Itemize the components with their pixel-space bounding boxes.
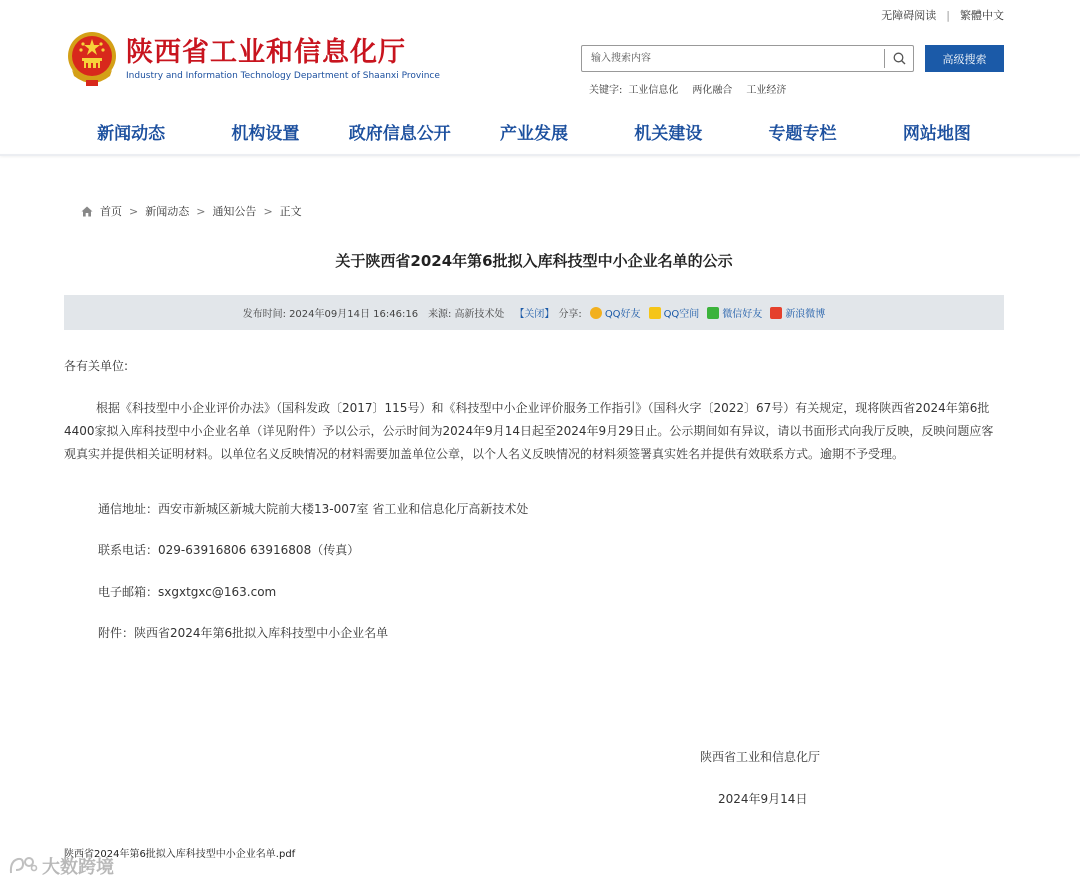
watermark — [8, 853, 114, 879]
share-weibo-label: 新浪微博 — [785, 309, 826, 320]
search-keywords — [589, 81, 786, 96]
article-title: 关于陕西省2024年第6批拟入库科技型中小企业名单的公示 — [335, 252, 733, 270]
breadcrumb-notices[interactable]: 通知公告 — [212, 205, 257, 218]
attachment-file-link[interactable]: 陕西省2024年第6批拟入库科技型中小企业名单.pdf — [64, 849, 296, 860]
search-input[interactable] — [582, 46, 884, 71]
signature-date: 2024年9月14日 — [718, 792, 808, 806]
national-emblem-icon — [66, 30, 118, 88]
nav-item-news[interactable]: 新闻动态 — [97, 124, 166, 144]
publish-time: 2024年09月14日 16:46:16 — [289, 309, 419, 320]
site-title-cn: 陕西省工业和信息化厅 — [126, 37, 406, 68]
nav-item-party[interactable]: 机关建设 — [634, 124, 703, 144]
contact-phone: 联系电话：029-63916806 63916808（传真） — [98, 543, 360, 557]
share-wechat[interactable] — [707, 305, 762, 320]
watermark-logo-icon — [8, 855, 38, 877]
attachment-note: 附件：陕西省2024年第6批拟入库科技型中小企业名单 — [98, 626, 389, 640]
share-qq-friend-label: QQ好友 — [604, 309, 641, 320]
breadcrumb-current: 正文 — [279, 205, 302, 218]
breadcrumb-arrow: > — [263, 204, 273, 218]
share-qzone-label: QQ空间 — [663, 309, 700, 320]
site-title-en: Industry and Information Technology Department of Shaanxi Province — [126, 71, 440, 81]
source-label: 来源: — [428, 309, 452, 320]
share-label: 分享: — [558, 309, 582, 320]
search-icon — [893, 52, 906, 65]
share-wechat-label: 微信好友 — [722, 309, 763, 320]
keywords-label: 关键字: — [589, 85, 623, 96]
signature-org: 陕西省工业和信息化厅 — [700, 750, 821, 764]
breadcrumb-news[interactable]: 新闻动态 — [145, 205, 190, 218]
watermark-text: 大数跨境 — [42, 857, 114, 878]
search-button[interactable] — [885, 46, 913, 71]
nav-item-industry[interactable]: 产业发展 — [499, 124, 568, 144]
breadcrumb-arrow: > — [196, 204, 206, 218]
traditional-chinese-link[interactable]: 繁體中文 — [960, 9, 1004, 22]
salutation: 各有关单位: — [64, 359, 129, 373]
qzone-icon — [649, 307, 661, 319]
share-qzone[interactable] — [649, 305, 700, 320]
article-meta-bar — [64, 295, 1004, 330]
close-link[interactable]: 【关闭】 — [514, 309, 555, 320]
nav-item-sitemap[interactable]: 网站地图 — [902, 124, 971, 144]
site-logo[interactable] — [66, 30, 440, 88]
keyword-link[interactable]: 两化融合 — [692, 85, 733, 96]
share-weibo[interactable] — [770, 305, 825, 320]
wechat-icon — [707, 307, 719, 319]
nav-item-organization[interactable]: 机构设置 — [231, 124, 300, 144]
share-qq-friend[interactable] — [590, 305, 641, 320]
utility-separator: | — [946, 8, 950, 22]
qq-icon — [590, 307, 602, 319]
source-value: 高新技术处 — [454, 309, 505, 320]
utility-links — [881, 7, 1004, 23]
breadcrumb-arrow: > — [129, 204, 139, 218]
nav-item-topics[interactable]: 专题专栏 — [768, 124, 837, 144]
accessibility-link[interactable]: 无障碍阅读 — [881, 9, 937, 22]
keyword-link[interactable]: 工业信息化 — [628, 85, 679, 96]
home-icon — [81, 206, 93, 217]
nav-item-gov-info[interactable]: 政府信息公开 — [348, 124, 451, 144]
contact-address: 通信地址：西安市新城区新城大院前大楼13-007室 省工业和信息化厅高新技术处 — [98, 502, 529, 516]
advanced-search-button[interactable]: 高级搜索 — [925, 45, 1004, 72]
keyword-link[interactable]: 工业经济 — [746, 85, 787, 96]
breadcrumb — [81, 203, 302, 219]
contact-email: 电子邮箱：sxgxtgxc@163.com — [98, 585, 277, 599]
article-body: 根据《科技型中小企业评价办法》（国科发政〔2017〕115号）和《科技型中小企业评价服务工作指引》（国科火字〔2022〕67号）有关规定，现将陕西省2024年第6批4400家拟入库科技型中小企业名单（详见附件）予以公示，公示时间为2024年9月14日起至2024年9月29日止。公示期间如有异议，请以书面形式向我厅反映，反映问题应客观真实并提供相关证明材料。以单位名义反映情况的材料需要加盖单位公章，以个人名义反映情况的材料须签署真实姓名并提供有效联系方式。逾期不予受理。 — [64, 401, 994, 461]
main-nav — [64, 119, 1004, 149]
publish-time-label: 发布时间: — [242, 309, 287, 320]
breadcrumb-home[interactable]: 首页 — [100, 205, 122, 218]
nav-divider — [0, 154, 1080, 156]
search-box — [581, 45, 914, 72]
weibo-icon — [770, 307, 782, 319]
